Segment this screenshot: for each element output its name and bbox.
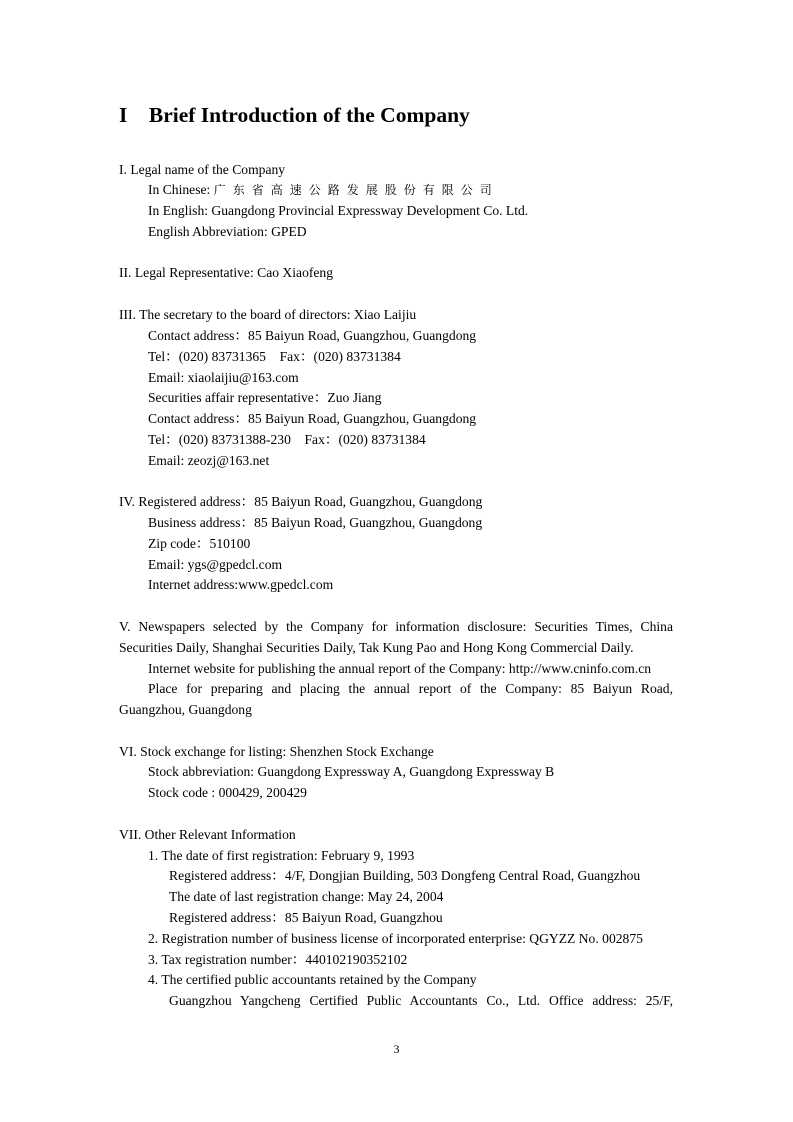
- line: V. Newspapers selected by the Company for information disclosure: Securities Times, China: [119, 619, 673, 634]
- sub-line: The date of last registration change: May 24, 2004: [169, 889, 444, 904]
- sub-line: Registered address：85 Baiyun Road, Guangzhou: [169, 910, 443, 925]
- line: Tel：(020) 83731388-230 Fax：(020) 83731384: [148, 432, 426, 447]
- line: Email: xiaolaijiu@163.com: [148, 370, 299, 385]
- heading: VII. Other Relevant Information: [119, 827, 296, 842]
- item: 2. Registration number of business license of incorporated enterprise: QGYZZ No. 002875: [148, 931, 643, 946]
- line: Email: ygs@gpedcl.com: [148, 557, 283, 572]
- chinese-name: 广东省高速公路发展股份有限公司: [213, 183, 499, 197]
- line: Place for preparing and placing the annual report of the Company: 85 Baiyun Road,: [148, 681, 673, 696]
- item: 3. Tax registration number：440102190352102: [148, 952, 408, 967]
- item: 1. The date of first registration: February 9, 1993: [148, 848, 415, 863]
- heading: VI. Stock exchange for listing: Shenzhen Stock Exchange: [119, 744, 434, 759]
- sub-line: Registered address：4/F, Dongjian Building, 503 Dongfeng Central Road, Guangzhou: [169, 868, 641, 883]
- heading: IV. Registered address：85 Baiyun Road, Guangzhou, Guangdong: [119, 494, 483, 509]
- chinese-name-line: [148, 182, 499, 198]
- sub-line: Guangzhou Yangcheng Certified Public Accountants Co., Ltd. Office address: 25/F,: [169, 993, 673, 1008]
- item: 4. The certified public accountants retained by the Company: [148, 972, 477, 987]
- heading: III. The secretary to the board of directors: Xiao Laijiu: [119, 307, 417, 322]
- line: Internet address:www.gpedcl.com: [148, 577, 334, 592]
- page-number: 3: [393, 1042, 400, 1056]
- line: Tel：(020) 83731365 Fax：(020) 83731384: [148, 349, 401, 364]
- heading: I. Legal name of the Company: [119, 162, 286, 177]
- abbreviation: English Abbreviation: GPED: [148, 224, 307, 239]
- line: Email: zeozj@163.net: [148, 453, 270, 468]
- section-title: I Brief Introduction of the Company: [119, 103, 470, 127]
- line: Securities affair representative：Zuo Jiang: [148, 390, 382, 405]
- line: Securities Daily, Shanghai Securities Daily, Tak Kung Pao and Hong Kong Commercial Daily.: [119, 640, 634, 655]
- line: Contact address：85 Baiyun Road, Guangzhou, Guangdong: [148, 411, 477, 426]
- line: Stock code : 000429, 200429: [148, 785, 307, 800]
- line: Business address：85 Baiyun Road, Guangzhou, Guangdong: [148, 515, 483, 530]
- line: Zip code：510100: [148, 536, 251, 551]
- line: Internet website for publishing the annual report of the Company: http://www.cninfo.com.cn: [148, 661, 652, 676]
- legal-representative: II. Legal Representative: Cao Xiaofeng: [119, 265, 334, 280]
- label: In Chinese:: [148, 182, 214, 197]
- english-name: In English: Guangdong Provincial Expressway Development Co. Ltd.: [148, 203, 529, 218]
- line: Guangzhou, Guangdong: [119, 702, 252, 717]
- line: Stock abbreviation: Guangdong Expressway A, Guangdong Expressway B: [148, 764, 555, 779]
- line: Contact address：85 Baiyun Road, Guangzhou, Guangdong: [148, 328, 477, 343]
